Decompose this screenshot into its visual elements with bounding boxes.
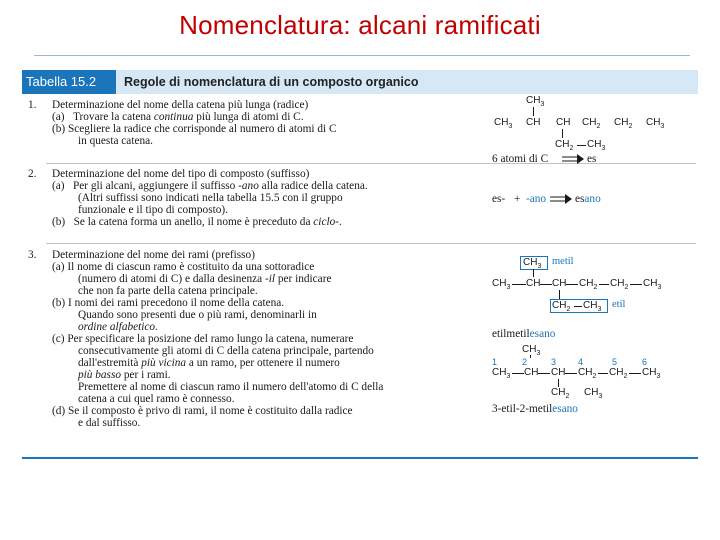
bond	[512, 284, 526, 285]
chem-ch3: $CH_3$	[526, 95, 545, 108]
example-name: etilmetilesano	[492, 328, 556, 340]
bond	[558, 379, 559, 387]
bond	[540, 284, 552, 285]
chem-ch2: $CH_2$	[551, 387, 570, 400]
chem-ch2: $CH_2$	[578, 367, 597, 380]
branch-label-etil: etil	[612, 299, 626, 310]
suffix-plus: +	[514, 193, 521, 205]
rule-line: ordine alfabetico.	[78, 321, 158, 333]
chem-ch3: $CH_3$	[522, 344, 541, 357]
chem-ch: CH	[526, 278, 541, 289]
chem-ch2: $CH_2$	[552, 300, 571, 313]
bond	[538, 373, 550, 374]
slide-title: Nomenclatura: alcani ramificati	[179, 10, 541, 40]
bond	[566, 284, 578, 285]
arrow-icon	[562, 154, 584, 164]
rule-line: Premettere al nome di ciascun ramo il numero dell'atomo di C della	[78, 381, 384, 393]
six-atoms-label: 6 atomi di C	[492, 153, 549, 165]
chem-ch3: $CH_3$	[492, 367, 511, 380]
rule-1	[28, 99, 448, 159]
chem-ch: CH	[524, 367, 539, 378]
chem-ch3: $CH_3$	[584, 387, 603, 400]
bond	[530, 355, 531, 358]
suffix-root: es-	[492, 193, 506, 205]
rule-line: più basso per i rami.	[78, 369, 171, 381]
carbon-number: 2	[522, 357, 528, 367]
rule-line: (d) Se il composto è privo di rami, il nome è costituito dalla radice	[52, 405, 353, 417]
rule-number: 1.	[28, 99, 37, 111]
suffix-result: esano	[575, 193, 601, 205]
rule-line: e dal suffisso.	[78, 417, 141, 429]
chem-ch: CH	[556, 117, 571, 128]
rule-line: (a) Trovare la catena continua più lunga di atomi di C.	[52, 111, 304, 123]
chem-ch2: $CH_2$	[610, 278, 629, 291]
rule-line: (b) Scegliere la radice che corrisponde al numero di atomi di C	[52, 123, 337, 135]
bond	[533, 107, 534, 116]
chem-ch2: $CH_2$	[582, 117, 601, 130]
bond	[565, 373, 577, 374]
rule-line: (b) Se la catena forma un anello, il nome è preceduto da ciclo-.	[52, 216, 342, 228]
carbon-number: 3	[551, 357, 557, 367]
rule-line: che non fa parte della catena principale.	[78, 285, 258, 297]
rule-line: (Altri suffissi sono indicati nella tabella 15.5 con il gruppo	[78, 192, 343, 204]
bond	[533, 269, 534, 277]
chem-ch: CH	[552, 278, 567, 289]
chem-ch3: $CH_3$	[643, 278, 662, 291]
carbon-number: 5	[612, 357, 618, 367]
rule-3	[28, 249, 448, 454]
chem-ch3: $CH_3$	[583, 300, 602, 313]
carbon-number: 1	[492, 357, 498, 367]
bond	[630, 284, 642, 285]
table-caption: Regole di nomenclatura di un composto organico	[124, 75, 419, 89]
bond	[598, 373, 608, 374]
chem-ch3: $CH_3$	[646, 117, 665, 130]
rule-line: Determinazione del nome dei rami (prefisso)	[52, 249, 255, 261]
suffix-ano: -ano	[526, 193, 547, 205]
section-divider	[46, 243, 696, 244]
rule-line: (a) Il nome di ciascun ramo è costituito da una sottoradice	[52, 261, 315, 273]
chem-ch2: $CH_2$	[555, 139, 574, 152]
rule-line: (b) I nomi dei rami precedono il nome della catena.	[52, 297, 285, 309]
bond	[562, 129, 563, 138]
chem-ch3: $CH_3$	[492, 278, 511, 291]
chem-ch: CH	[526, 117, 541, 128]
carbon-number: 4	[578, 357, 584, 367]
rule-line: consecutivamente gli atomi di C della catena principale, partendo	[78, 345, 374, 357]
rule-line: Determinazione del nome della catena più lunga (radice)	[52, 99, 309, 111]
root-es: es	[587, 153, 597, 165]
carbon-number: 6	[642, 357, 648, 367]
nomenclature-table	[22, 70, 698, 460]
rule-line: catena a cui quel ramo è connesso.	[78, 393, 235, 405]
rule-line: (a) Per gli alcani, aggiungere il suffisso -ano alla radice della catena.	[52, 180, 368, 192]
rule-line: in questa catena.	[78, 135, 153, 147]
chem-ch: CH	[551, 367, 566, 378]
table-label: Tabella 15.2	[22, 70, 116, 94]
rule-line: Determinazione del nome del tipo di composto (suffisso)	[52, 168, 310, 180]
chem-ch3: $CH_3$	[587, 139, 606, 152]
bond	[559, 290, 560, 299]
branch-label-metil: metil	[552, 256, 574, 267]
final-name: 3-etil-2-metilesano	[492, 403, 578, 415]
rule-line: (numero di atomi di C) e dalla desinenza -il per indicare	[78, 273, 332, 285]
bond	[629, 373, 641, 374]
rule-line: (c) Per specificare la posizione del ramo lungo la catena, numerare	[52, 333, 354, 345]
title-rule	[34, 55, 690, 56]
bond	[599, 284, 609, 285]
rule-number: 2.	[28, 168, 37, 180]
chem-ch3: $CH_3$	[523, 257, 542, 270]
chem-ch2: $CH_2$	[609, 367, 628, 380]
chem-ch2: $CH_2$	[579, 278, 598, 291]
rule-line: dall'estremità più vicina a un ramo, per ottenere il numero	[78, 357, 340, 369]
bond	[577, 145, 586, 146]
bond	[574, 306, 582, 307]
chem-ch2: $CH_2$	[614, 117, 633, 130]
rule-line: Quando sono presenti due o più rami, denominarli in	[78, 309, 317, 321]
table-bottom-rule	[22, 457, 698, 459]
bond	[512, 373, 524, 374]
rule-number: 3.	[28, 249, 37, 261]
rule-2	[28, 168, 448, 238]
chem-ch3: $CH_3$	[642, 367, 661, 380]
rule-line: funzionale e il tipo di composto).	[78, 204, 228, 216]
section-divider	[46, 163, 696, 164]
arrow-icon	[550, 194, 572, 204]
chem-ch3: $CH_3$	[494, 117, 513, 130]
